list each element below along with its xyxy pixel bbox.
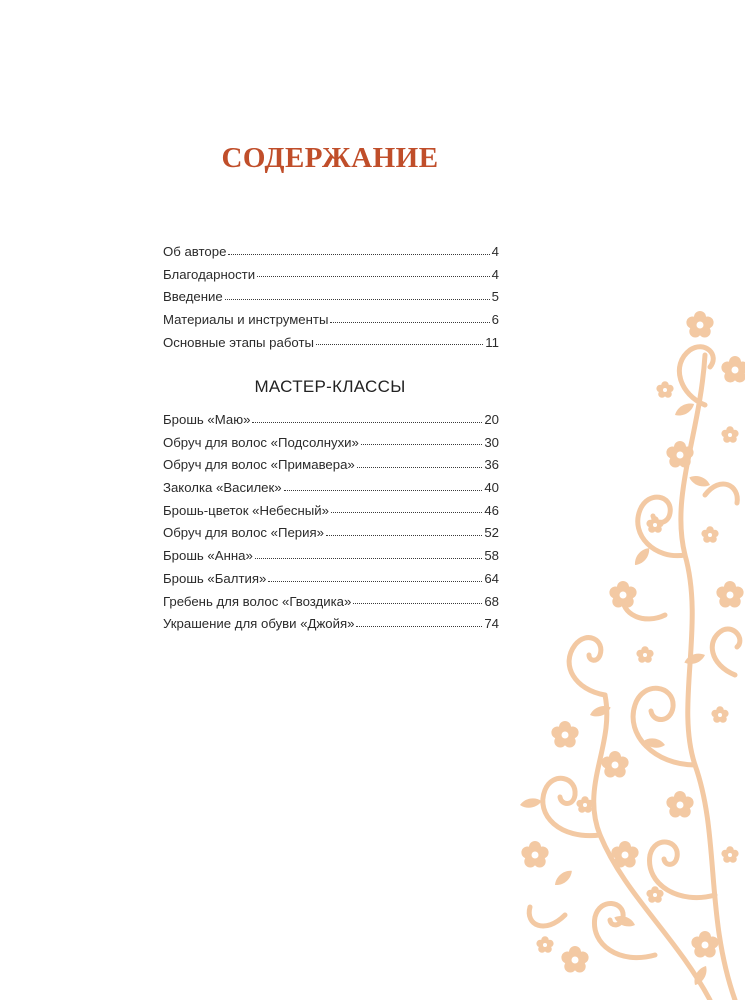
- toc-entry-title: Введение: [163, 289, 223, 305]
- toc-entry-page: 52: [484, 525, 499, 541]
- dot-leader: [353, 603, 482, 604]
- dot-leader: [330, 322, 489, 323]
- toc-entry[interactable]: [163, 545, 499, 568]
- toc-entry-page: 36: [484, 457, 499, 473]
- toc-entry-page: 40: [484, 480, 499, 496]
- toc-entry-page: 5: [491, 289, 499, 305]
- dot-leader: [356, 626, 482, 627]
- toc-entry-page: 11: [485, 334, 499, 350]
- toc-entry-page: 30: [484, 434, 499, 450]
- toc-entry-title: Благодарности: [163, 266, 256, 282]
- toc-entry[interactable]: [163, 409, 499, 432]
- toc-entry-title: Заколка «Василек»: [163, 480, 282, 496]
- toc-entry-page: 58: [484, 548, 499, 564]
- dot-leader: [268, 581, 482, 582]
- toc-entry-title: Основные этапы работы: [163, 334, 314, 350]
- dot-leader: [316, 344, 483, 345]
- toc-entry-page: 74: [484, 616, 499, 632]
- dot-leader: [357, 467, 483, 468]
- dot-leader: [361, 444, 482, 445]
- dot-leader: [257, 276, 490, 277]
- dot-leader: [225, 299, 490, 300]
- toc-entry[interactable]: [163, 432, 499, 455]
- toc-entry-title: Обруч для волос «Подсолнухи»: [163, 434, 359, 450]
- dot-leader: [252, 422, 482, 423]
- toc-entry[interactable]: [163, 477, 499, 500]
- toc-entry-title: Обруч для волос «Перия»: [163, 525, 324, 541]
- dot-leader: [284, 490, 483, 491]
- toc-entry-page: 64: [484, 570, 499, 586]
- toc-entry-title: Материалы и инструменты: [163, 312, 329, 328]
- section-heading: МАСТЕР-КЛАССЫ: [254, 377, 406, 396]
- dot-leader: [228, 254, 489, 255]
- toc-entry-page: 4: [491, 266, 499, 282]
- dot-leader: [326, 535, 482, 536]
- toc-intro-list: [163, 241, 499, 354]
- toc-entry-title: Обруч для волос «Примавера»: [163, 457, 355, 473]
- toc-classes-list: [163, 409, 499, 636]
- toc-entry[interactable]: [163, 309, 499, 332]
- toc-entry[interactable]: [163, 286, 499, 309]
- dot-leader: [331, 512, 482, 513]
- toc-entry-title: Гребень для волос «Гвоздика»: [163, 593, 352, 609]
- toc-entry[interactable]: [163, 568, 499, 591]
- dot-leader: [255, 558, 483, 559]
- toc-entry-title: Об авторе: [163, 244, 227, 259]
- toc-entry[interactable]: [163, 500, 499, 523]
- toc-entry-page: 6: [491, 312, 499, 328]
- toc-entry-title: Брошь «Маю»: [163, 412, 251, 427]
- toc-entry[interactable]: [163, 613, 499, 636]
- toc-entry[interactable]: [163, 264, 499, 287]
- toc-entry[interactable]: [163, 454, 499, 477]
- toc-entry[interactable]: [163, 332, 499, 355]
- toc-entry[interactable]: [163, 591, 499, 614]
- toc-entry-page: 4: [491, 244, 499, 259]
- toc-entry-page: 20: [484, 412, 499, 427]
- toc-entry[interactable]: [163, 522, 499, 545]
- toc-entry[interactable]: [163, 241, 499, 264]
- toc-entry-page: 46: [484, 502, 499, 518]
- toc-entry-title: Брошь-цветок «Небесный»: [163, 502, 329, 518]
- toc-entry-title: Украшение для обуви «Джойя»: [163, 616, 355, 632]
- floral-swirl-ornament-icon: [505, 295, 745, 1000]
- toc-entry-title: Брошь «Анна»: [163, 548, 253, 564]
- toc-entry-page: 68: [484, 593, 499, 609]
- toc-entry-title: Брошь «Балтия»: [163, 570, 267, 586]
- page-title: СОДЕРЖАНИЕ: [221, 142, 439, 174]
